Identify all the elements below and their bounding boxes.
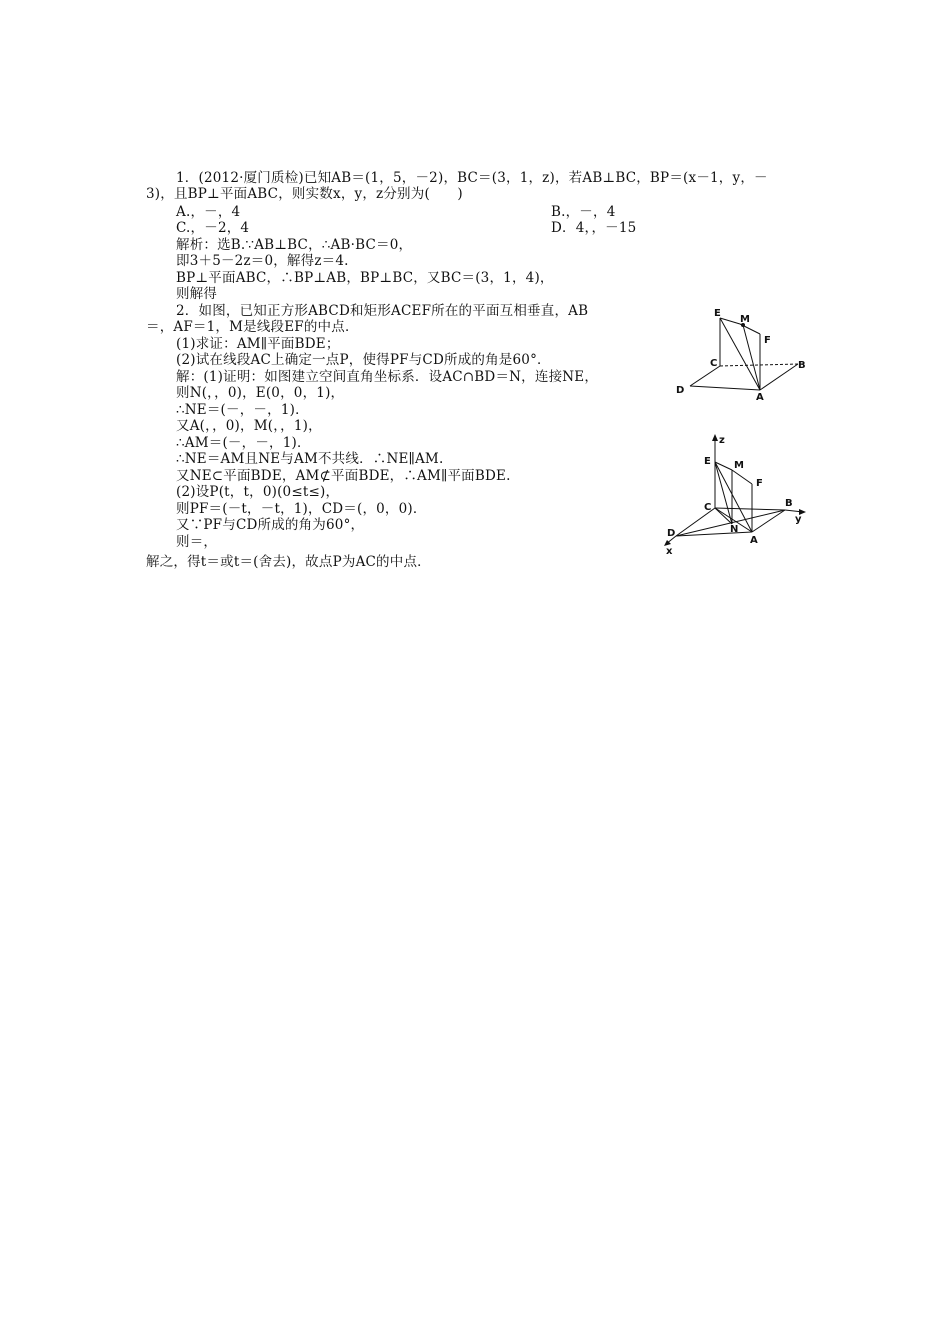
solution-2-line-3: ∴NE＝(－，－，1)． [176, 402, 309, 418]
fig1-label-f: F [764, 335, 771, 346]
choice-c: C.，－2，4 [176, 220, 250, 236]
figure-1-diagram [670, 298, 815, 403]
fig1-label-d: D [676, 385, 685, 396]
fig2-label-z: z [719, 435, 725, 446]
solution-1-line-3: BP⊥平面ABC，∴BP⊥AB，BP⊥BC，又BC＝(3，1，4)， [176, 270, 554, 286]
figure-1-solid [670, 298, 815, 403]
fig1-label-b: B [798, 360, 806, 371]
fig2-label-a: A [750, 535, 758, 546]
problem-1-stem-line-2: 3)，且BP⊥平面ABC，则实数x，y，z分别为( ) [146, 186, 463, 202]
fig2-label-e: E [704, 456, 711, 467]
solution-2-line-4: 又A(，，0)，M(，，1)， [176, 418, 322, 434]
choice-d: D．4，，－15 [551, 220, 637, 236]
fig1-label-e: E [714, 308, 721, 319]
solution-2-line-7: 又NE⊂平面BDE，AM⊄平面BDE，∴AM∥平面BDE. [176, 468, 511, 484]
figure-2-coordinate-solid [660, 432, 810, 556]
fig2-label-y: y [795, 514, 802, 525]
problem-2-stem-line-1: 2．如图，已知正方形ABCD和矩形ACEF所在的平面互相垂直，AB [176, 303, 589, 319]
problem-2-stem-line-2: ＝，AF＝1，M是线段EF的中点． [146, 319, 359, 335]
solution-2-line-5: ∴AM＝(－，－，1)． [176, 435, 311, 451]
solution-2-line-11: 则＝， [176, 534, 218, 550]
problem-2-part-2: (2)试在线段AC上确定一点P，使得PF与CD所成的角是60°． [176, 352, 551, 368]
solution-2-line-8: (2)设P(t，t，0)(0≤t≤)， [176, 484, 340, 500]
fig2-label-b: B [785, 498, 793, 509]
choice-a: A.，－，4 [176, 204, 241, 220]
solution-2-line-9: 则PF＝(－t，－t，1)，CD＝(，0，0)． [176, 501, 427, 517]
solution-2-line-1: 解：(1)证明：如图建立空间直角坐标系．设AC∩BD＝N，连接NE， [176, 369, 599, 385]
fig2-label-c: C [704, 502, 712, 513]
solution-1-line-4: 则解得 [176, 286, 218, 302]
solution-1-line-1: 解析：选B.∵AB⊥BC，∴AB·BC＝0， [176, 237, 413, 253]
solution-1-line-2: 即3＋5－2z＝0，解得z＝4. [176, 253, 349, 269]
figure-2-diagram [660, 432, 810, 556]
fig2-label-m: M [734, 460, 744, 471]
solution-2-conclusion: 解之，得t＝或t＝(舍去)，故点P为AC的中点． [146, 554, 431, 570]
problem-1-stem-line-1: 1．(2012·厦门质检)已知AB＝(1，5，－2)，BC＝(3，1，z)，若AB⊥BC，BP＝(x－1，y，－ [176, 170, 768, 186]
fig2-label-n: N [730, 524, 739, 535]
solution-2-line-2: 则N(，，0)，E(0，0，1)， [176, 385, 345, 401]
fig1-label-c: C [710, 358, 718, 369]
solution-2-line-6: ∴NE＝AM且NE与AM不共线．∴NE∥AM. [176, 451, 444, 467]
fig1-label-m: M [740, 314, 750, 325]
fig2-label-d: D [667, 528, 676, 539]
solution-2-line-10: 又∵PF与CD所成的角为60°， [176, 517, 365, 533]
fig2-label-f: F [756, 478, 763, 489]
fig1-label-a: A [756, 392, 764, 403]
choice-b: B.，－，4 [551, 204, 616, 220]
fig2-label-x: x [666, 546, 673, 556]
problem-2-part-1: (1)求证：AM∥平面BDE； [176, 336, 340, 352]
